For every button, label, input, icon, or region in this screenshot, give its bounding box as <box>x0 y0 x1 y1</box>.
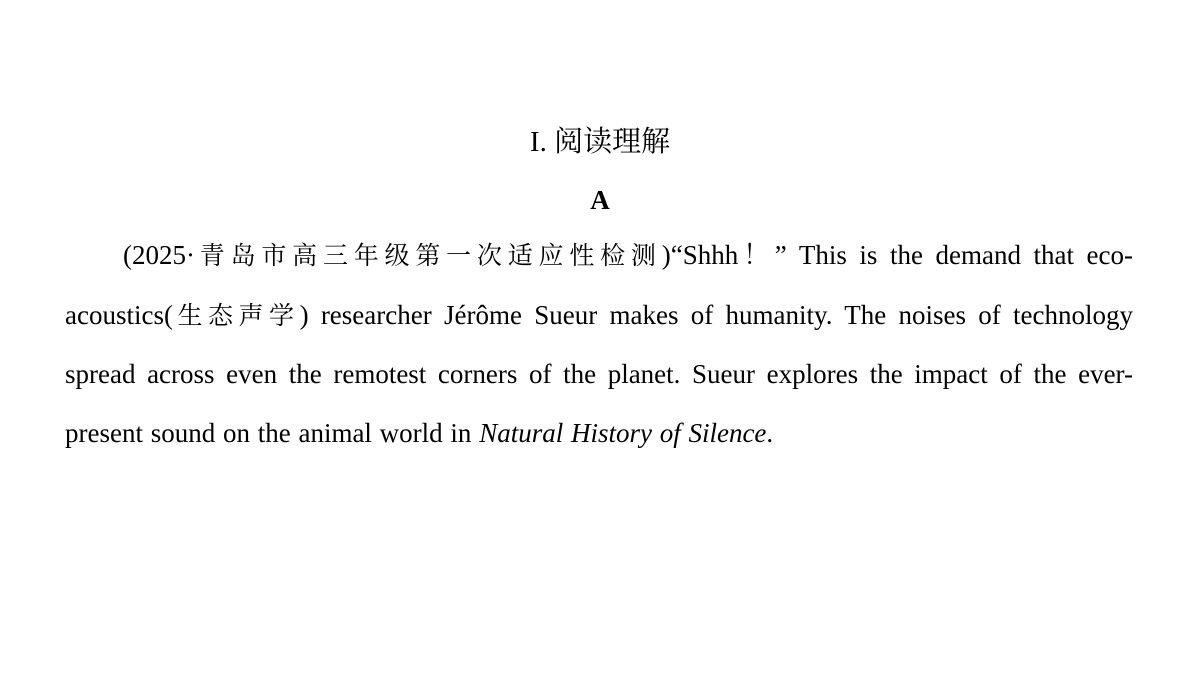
source-close: ) <box>661 240 671 270</box>
passage-label: A <box>590 185 610 215</box>
passage-paragraph <box>65 226 1133 462</box>
source-text: 青岛市高三年级第一次适应性检测 <box>194 241 662 270</box>
gloss: 生态声学 <box>172 300 300 330</box>
ending: . <box>766 417 774 448</box>
source-open: (2025· <box>123 240 195 270</box>
sentence-2: ) researcher Jérôme Sueur makes of humanity. The noises of technology spread across even the remotest corners of the planet. Sueur explores the impact of the ever-present sound on the animal world in <box>65 299 1133 448</box>
section-title: I. 阅读理解 <box>529 126 671 158</box>
book-title: Natural History of Silence <box>479 417 767 448</box>
quote: “Shhh！” <box>670 240 787 270</box>
sentence-1: This is the demand that eco-acoustics( <box>65 240 1133 330</box>
